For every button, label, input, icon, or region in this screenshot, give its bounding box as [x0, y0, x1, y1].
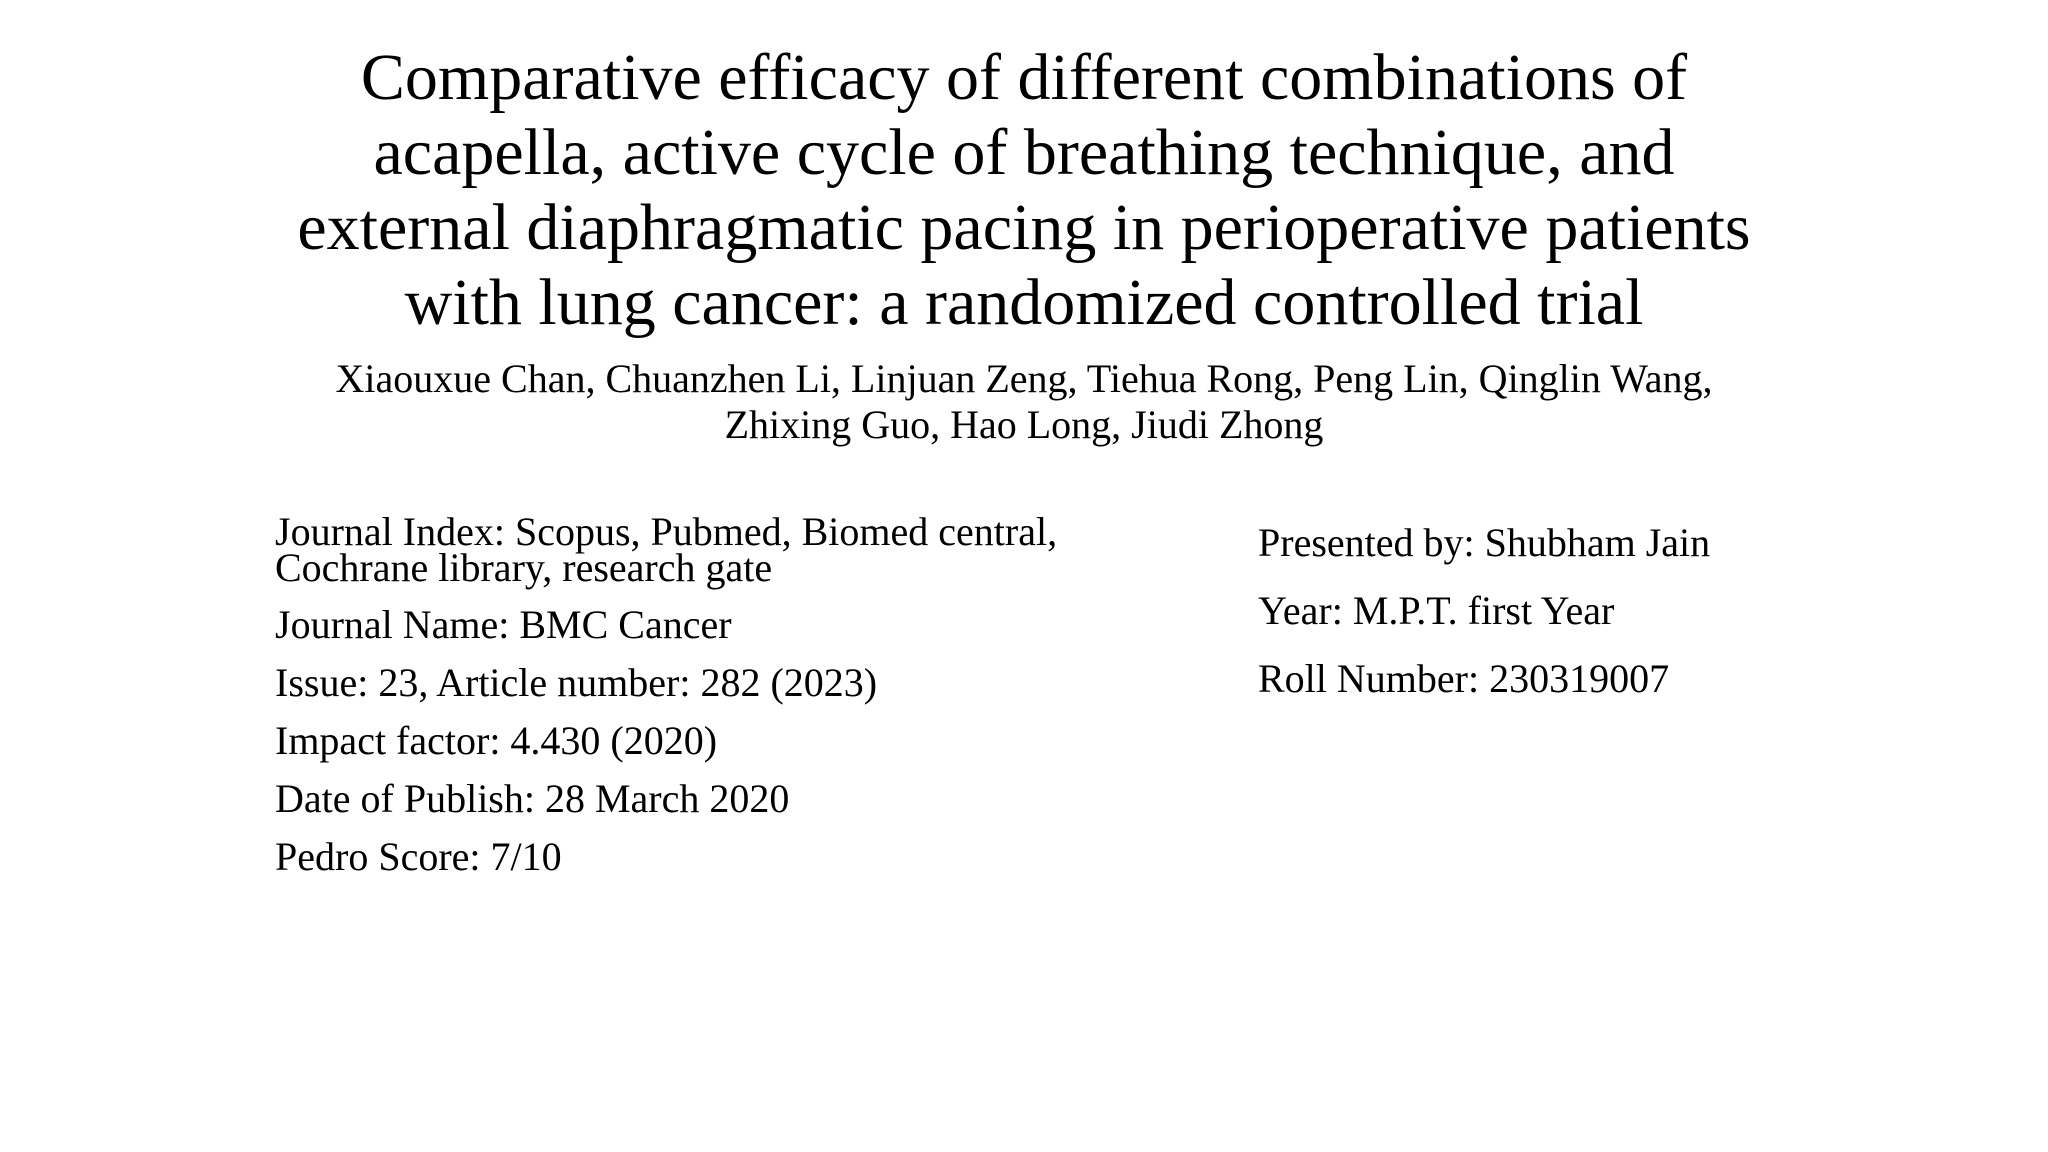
journal-index-line: Cochrane library, research gate: [275, 545, 773, 590]
presenter-info: [1258, 522, 1958, 700]
roll-number: Roll Number: 230319007: [1258, 656, 1670, 701]
author-list: [240, 356, 1808, 448]
journal-info: [275, 509, 1175, 879]
author-line: Xiaouxue Chan, Chuanzhen Li, Linjuan Zeng, Tiehua Rong, Peng Lin, Qinglin Wang,: [335, 356, 1713, 401]
title-line: with lung cancer: a randomized controlled trial: [404, 266, 1644, 339]
slide-title: [240, 40, 1808, 340]
pedro-score: Pedro Score: 7/10: [275, 834, 562, 879]
impact-factor: Impact factor: 4.430 (2020): [275, 718, 718, 763]
presenter-year: Year: M.P.T. first Year: [1258, 588, 1615, 633]
presented-by: Presented by: Shubham Jain: [1258, 520, 1711, 565]
journal-index: [275, 509, 1175, 590]
title-line: acapella, active cycle of breathing technique, and: [373, 116, 1675, 189]
journal-name: Journal Name: BMC Cancer: [275, 602, 732, 647]
journal-index-line: Journal Index: Scopus, Pubmed, Biomed central,: [275, 509, 1058, 554]
date-of-publish: Date of Publish: 28 March 2020: [275, 776, 790, 821]
title-line: Comparative efficacy of different combinations of: [360, 41, 1688, 114]
title-line: external diaphragmatic pacing in perioperative patients: [297, 191, 1751, 264]
author-line: Zhixing Guo, Hao Long, Jiudi Zhong: [724, 402, 1324, 447]
journal-issue: Issue: 23, Article number: 282 (2023): [275, 660, 878, 705]
